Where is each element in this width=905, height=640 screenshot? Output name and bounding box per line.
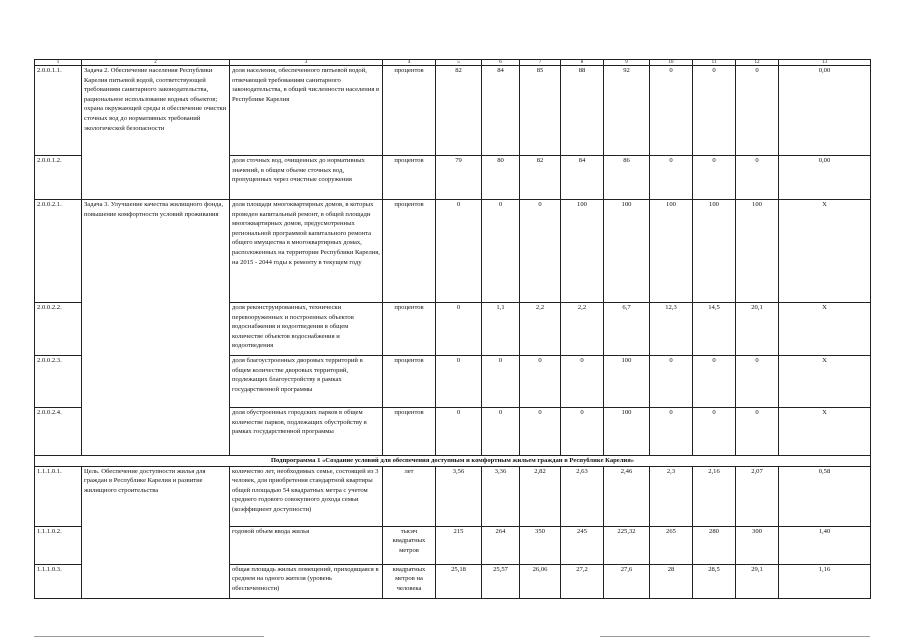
column-number: 11 xyxy=(693,60,736,66)
unit-of-measure: процентов xyxy=(383,408,436,456)
task-description: Цель. Обеспечение доступности жилья для граждан в Республике Карелия и развитие жилищного строительства xyxy=(82,466,230,598)
indicator-value: 2,82 xyxy=(520,466,561,526)
scan-edge-line xyxy=(34,636,264,637)
indicator-name: доля сточных вод, очищенных до нормативных значений, в общем объеме сточных вод, пропущенных через очистные сооружения xyxy=(230,156,383,200)
table-row xyxy=(35,466,871,526)
row-code: 2.0.0.1.2. xyxy=(35,156,82,200)
indicator-value: 79 xyxy=(436,156,482,200)
indicator-value: 0 xyxy=(650,356,693,408)
indicator-value: 84 xyxy=(561,156,604,200)
column-number: 4 xyxy=(383,60,436,66)
indicator-value: 215 xyxy=(436,526,482,564)
indicator-name: годовой объем ввода жилья xyxy=(230,526,383,564)
indicator-value: 100 xyxy=(604,200,650,303)
indicator-value: 1,1 xyxy=(482,303,520,356)
indicator-value: 27,6 xyxy=(604,564,650,598)
indicator-value: 27,2 xyxy=(561,564,604,598)
indicator-value: 82 xyxy=(520,156,561,200)
indicator-value: 225,32 xyxy=(604,526,650,564)
indicator-value: 26,06 xyxy=(520,564,561,598)
indicator-value: 6,7 xyxy=(604,303,650,356)
column-number: 10 xyxy=(650,60,693,66)
indicator-value: 92 xyxy=(604,66,650,156)
column-number: 12 xyxy=(736,60,779,66)
indicator-final-value: X xyxy=(779,356,871,408)
indicator-value: 0 xyxy=(693,66,736,156)
column-number: 1 xyxy=(35,60,82,66)
indicator-value: 0 xyxy=(693,408,736,456)
indicator-name: доля обустроенных городских парков в общем количестве парков, подлежащих обустройству в рамках государственной программы xyxy=(230,408,383,456)
indicator-name: доля реконструированных, технически перевооруженных и построенных объектов водоснабжения и водоотведения в общем количестве объектов водоснабжения и водоотведения xyxy=(230,303,383,356)
indicator-value: 0 xyxy=(736,408,779,456)
indicator-value: 100 xyxy=(604,408,650,456)
unit-of-measure: лет xyxy=(383,466,436,526)
indicator-value: 85 xyxy=(520,66,561,156)
row-code: 2.0.0.2.1. xyxy=(35,200,82,303)
column-number: 9 xyxy=(604,60,650,66)
indicator-value: 3,56 xyxy=(436,466,482,526)
column-number: 7 xyxy=(520,60,561,66)
indicator-value: 280 xyxy=(693,526,736,564)
indicator-name: доля благоустроенных дворовых территорий в общем количестве дворовых территорий, подлежащих благоустройству в рамках государственной программы xyxy=(230,356,383,408)
indicator-value: 300 xyxy=(736,526,779,564)
row-code: 1.1.1.0.2. xyxy=(35,526,82,564)
indicator-value: 86 xyxy=(604,156,650,200)
indicator-final-value: 1,16 xyxy=(779,564,871,598)
indicator-value: 29,1 xyxy=(736,564,779,598)
indicator-value: 28 xyxy=(650,564,693,598)
task-description: Задача 3. Улучшение качества жилищного фонда, повышение комфортности условий проживания xyxy=(82,200,230,456)
indicator-value: 0 xyxy=(736,156,779,200)
indicator-name: доля площади многоквартирных домов, в которых проведен капитальный ремонт, в общей площади многоквартирных домов, предусмотренных региональной программой капитального ремонта общего имущества в многоквартирных домах, расположенных на территории Республики Карелия, на 2015 - 2044 годы к ремонту в текущем году xyxy=(230,200,383,303)
indicator-value: 100 xyxy=(604,356,650,408)
indicator-final-value: 0,58 xyxy=(779,466,871,526)
indicators-table xyxy=(34,59,871,599)
column-number: 8 xyxy=(561,60,604,66)
table-row xyxy=(35,200,871,303)
indicator-value: 2,46 xyxy=(604,466,650,526)
indicator-value: 0 xyxy=(693,356,736,408)
column-number: 3 xyxy=(230,60,383,66)
table-row xyxy=(35,66,871,156)
column-number: 5 xyxy=(436,60,482,66)
column-number: 13 xyxy=(779,60,871,66)
column-number: 6 xyxy=(482,60,520,66)
unit-of-measure: тысяч квадратных метров xyxy=(383,526,436,564)
unit-of-measure: квадратных метров на человека xyxy=(383,564,436,598)
indicator-name: общая площадь жилых помещений, приходящаяся в среднем на одного жителя (уровень обеспеченности) xyxy=(230,564,383,598)
indicator-final-value: 0,00 xyxy=(779,66,871,156)
indicator-value: 84 xyxy=(482,66,520,156)
row-code: 2.0.0.2.3. xyxy=(35,356,82,408)
indicator-value: 0 xyxy=(561,356,604,408)
unit-of-measure: процентов xyxy=(383,200,436,303)
indicator-value: 0 xyxy=(436,356,482,408)
indicator-value: 100 xyxy=(736,200,779,303)
indicator-final-value: X xyxy=(779,408,871,456)
indicator-value: 28,5 xyxy=(693,564,736,598)
indicator-final-value: X xyxy=(779,200,871,303)
indicator-final-value: 0,00 xyxy=(779,156,871,200)
indicator-value: 2,3 xyxy=(650,466,693,526)
indicator-name: количество лет, необходимых семье, состоящей из 3 человек, для приобретения стандартной квартиры общей площадью 54 квадратных метра с учетом среднего годового совокупного дохода семьи (коэффициент доступности) xyxy=(230,466,383,526)
indicator-value: 0 xyxy=(482,200,520,303)
scan-edge-line xyxy=(600,636,870,637)
indicator-value: 0 xyxy=(436,303,482,356)
indicator-value: 245 xyxy=(561,526,604,564)
unit-of-measure: процентов xyxy=(383,356,436,408)
indicator-value: 20,1 xyxy=(736,303,779,356)
unit-of-measure: процентов xyxy=(383,156,436,200)
subprogram-title: Подпрограмма 1 «Создание условий для обеспечения доступным и комфортным жильем граждан в Республике Карелия» xyxy=(35,456,871,467)
indicator-value: 0 xyxy=(736,66,779,156)
indicator-value: 100 xyxy=(561,200,604,303)
indicator-value: 350 xyxy=(520,526,561,564)
indicator-value: 0 xyxy=(736,356,779,408)
indicator-value: 0 xyxy=(520,200,561,303)
indicator-value: 2,63 xyxy=(561,466,604,526)
indicator-value: 3,36 xyxy=(482,466,520,526)
indicator-value: 100 xyxy=(650,200,693,303)
indicator-value: 25,57 xyxy=(482,564,520,598)
indicator-value: 100 xyxy=(693,200,736,303)
indicator-value: 0 xyxy=(436,200,482,303)
task-description: Задача 2. Обеспечение населения Республики Карелия питьевой водой, соответствующей требованиям санитарного законодательства, рациональное использование водных объектов; охрана окружающей среды и обеспечение очистки сточных вод до нормативных требований экологической безопасности xyxy=(82,66,230,200)
row-code: 2.0.0.1.1. xyxy=(35,66,82,156)
row-code: 2.0.0.2.4. xyxy=(35,408,82,456)
indicator-value: 0 xyxy=(693,156,736,200)
unit-of-measure: процентов xyxy=(383,303,436,356)
column-number: 2 xyxy=(82,60,230,66)
indicator-value: 12,3 xyxy=(650,303,693,356)
indicator-value: 2,2 xyxy=(561,303,604,356)
indicator-value: 80 xyxy=(482,156,520,200)
indicator-value: 0 xyxy=(561,408,604,456)
indicator-value: 0 xyxy=(650,408,693,456)
indicator-value: 0 xyxy=(482,356,520,408)
indicator-value: 0 xyxy=(436,408,482,456)
indicator-value: 265 xyxy=(650,526,693,564)
indicator-value: 0 xyxy=(482,408,520,456)
row-code: 2.0.0.2.2. xyxy=(35,303,82,356)
indicator-value: 0 xyxy=(520,408,561,456)
indicator-value: 0 xyxy=(650,156,693,200)
indicator-final-value: 1,40 xyxy=(779,526,871,564)
indicator-value: 0 xyxy=(520,356,561,408)
indicator-value: 2,07 xyxy=(736,466,779,526)
row-code: 1.1.1.0.3. xyxy=(35,564,82,598)
row-code: 1.1.1.0.1. xyxy=(35,466,82,526)
indicator-value: 82 xyxy=(436,66,482,156)
indicator-name: доля населения, обеспеченного питьевой водой, отвечающей требованиям санитарного законодательства, в общей численности населения в Республике Карелия xyxy=(230,66,383,156)
indicator-value: 88 xyxy=(561,66,604,156)
indicator-value: 264 xyxy=(482,526,520,564)
subprogram-row xyxy=(35,456,871,467)
unit-of-measure: процентов xyxy=(383,66,436,156)
indicator-value: 2,16 xyxy=(693,466,736,526)
indicator-value: 25,18 xyxy=(436,564,482,598)
indicator-value: 2,2 xyxy=(520,303,561,356)
indicator-value: 14,5 xyxy=(693,303,736,356)
indicator-value: 0 xyxy=(650,66,693,156)
indicator-final-value: X xyxy=(779,303,871,356)
